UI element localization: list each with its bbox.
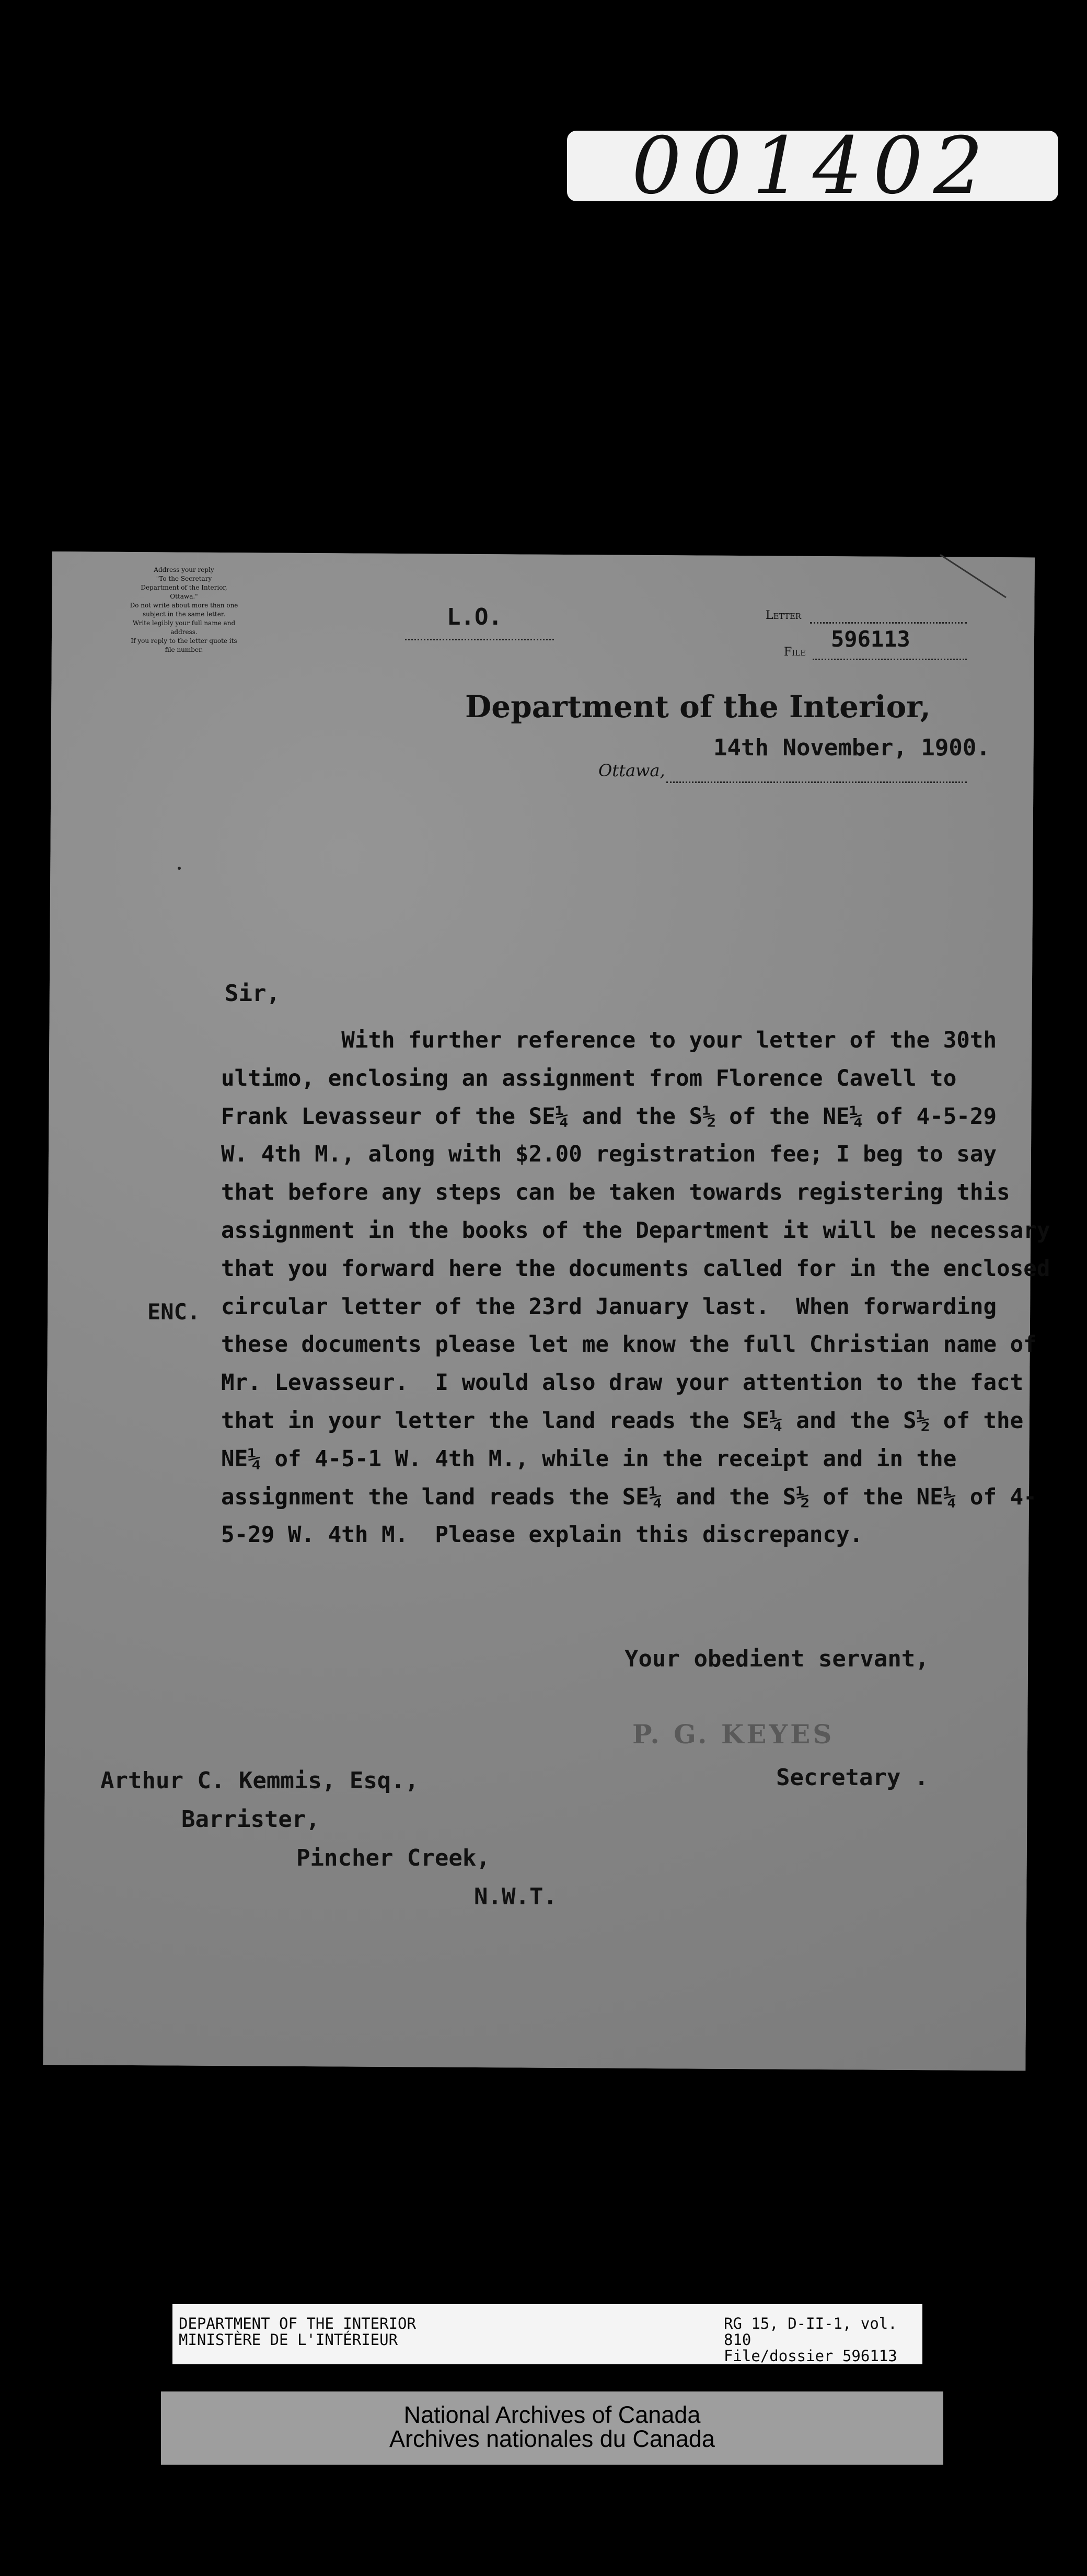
address-note-line: Department of the Interior, (141, 584, 227, 591)
address-instructions (116, 566, 252, 654)
lo-code: L.O. (447, 604, 502, 630)
body-line: ultimo, enclosing an assignment from Florence Cavell to (221, 1065, 957, 1091)
enclosure-mark: ENC. (147, 1299, 201, 1325)
letter-body (221, 1022, 1050, 1555)
national-archives-en: National Archives of Canada (403, 2401, 701, 2428)
address-note-line: subject in the same letter. (142, 611, 226, 618)
body-line: 5-29 W. 4th M. Please explain this discrepancy. (221, 1522, 863, 1548)
department-heading: Department of the Interior, (465, 689, 931, 724)
dotted-rule (666, 781, 967, 783)
letter-date: 14th November, 1900. (713, 734, 990, 761)
archive-reference (724, 2316, 922, 2364)
body-line: With further reference to your letter of the 30th (221, 1028, 997, 1053)
body-line: circular letter of the 23rd January last. When forwarding (221, 1294, 997, 1320)
signatory-title: Secretary . (776, 1764, 929, 1791)
letter-label: Letter (766, 609, 802, 622)
salutation: Sir, (225, 980, 280, 1007)
address-note-line: If you reply to the letter quote its (131, 637, 237, 645)
record-group: RG 15, D-II-1, vol. 810 (724, 2315, 897, 2349)
addressee-line: N.W.T. (474, 1883, 557, 1910)
addressee-line: Barrister, (181, 1806, 320, 1833)
addressee-line: Pincher Creek, (296, 1845, 490, 1871)
national-archives-strip (161, 2391, 943, 2465)
file-dossier: File/dossier 596113 (724, 2347, 897, 2365)
body-line: these documents please let me know the full Christian name of (221, 1332, 1037, 1358)
department-fr: MINISTÈRE DE L'INTÉRIEUR (179, 2331, 398, 2349)
address-note-line: Ottawa." (170, 593, 198, 600)
address-note-line: Write legibly your full name and (132, 619, 236, 627)
archive-department (179, 2316, 416, 2348)
address-note-line: Do not write about more than one (130, 602, 238, 609)
body-line: W. 4th M., along with $2.00 registration fee; I beg to say (221, 1142, 997, 1168)
addressee-block (100, 1762, 557, 1916)
closing-line: Your obedient servant, (625, 1646, 929, 1672)
body-line: that in your letter the land reads the SE¼ and the S½ of the (221, 1408, 1024, 1434)
dotted-rule (405, 639, 554, 640)
archive-reference-strip (172, 2304, 922, 2364)
file-number: 596113 (831, 626, 910, 652)
address-note-line: "To the Secretary (156, 575, 212, 582)
frame-number-label: 001402 (567, 131, 1058, 201)
body-line: assignment in the books of the Department it will be necessary (221, 1217, 1050, 1244)
place-label: Ottawa, (598, 761, 665, 780)
body-line: Frank Levasseur of the SE¼ and the S½ of the NE¼ of 4-5-29 (221, 1103, 997, 1130)
file-label: File (784, 646, 806, 659)
ink-spot (178, 867, 181, 870)
national-archives-fr: Archives nationales du Canada (389, 2425, 715, 2452)
body-line: that you forward here the documents called for in the enclosed (221, 1256, 1050, 1282)
dotted-rule (813, 659, 967, 660)
body-line: that before any steps can be taken towards registering this (221, 1180, 1010, 1206)
body-line: NE¼ of 4-5-1 W. 4th M., while in the receipt and in the (221, 1446, 957, 1472)
body-line: assignment the land reads the SE¼ and the S½ of the NE¼ of 4- (221, 1484, 1037, 1510)
address-note-line: address. (170, 628, 198, 636)
body-line: Mr. Levasseur. I would also draw your attention to the fact (221, 1370, 1024, 1396)
address-note-line: Address your reply (154, 566, 214, 573)
signature-stamp: P. G. KEYES (632, 1719, 835, 1750)
department-en: DEPARTMENT OF THE INTERIOR (179, 2315, 416, 2332)
addressee-line: Arthur C. Kemmis, Esq., (100, 1767, 419, 1794)
dotted-rule (810, 622, 967, 624)
address-note-line: file number. (165, 646, 203, 653)
